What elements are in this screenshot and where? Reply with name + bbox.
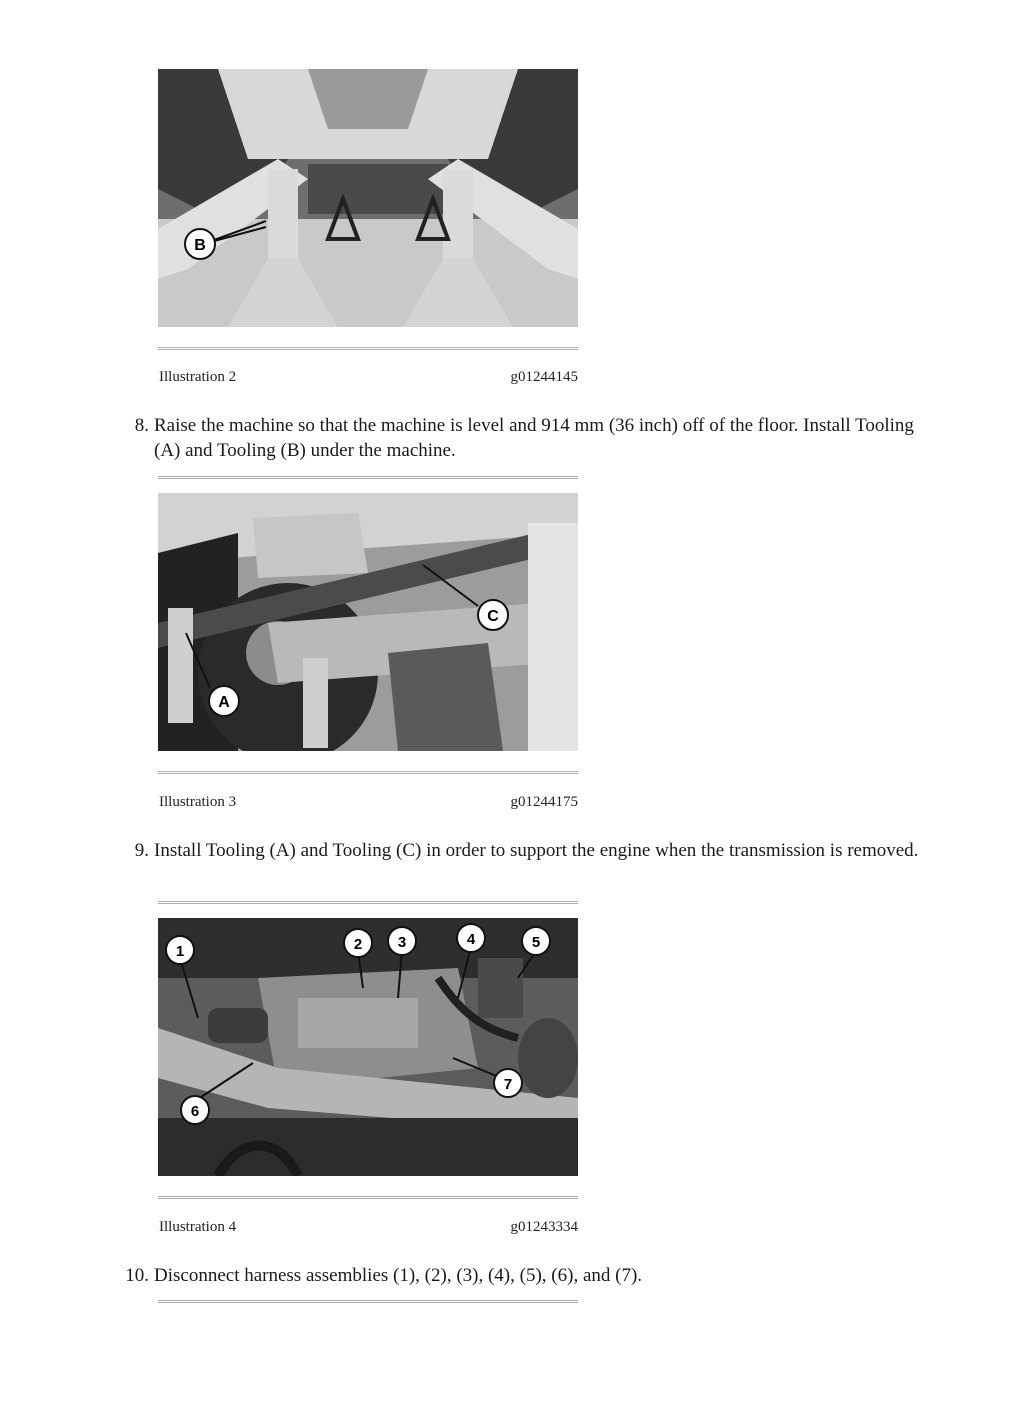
- svg-text:A: A: [218, 694, 230, 711]
- step-9: [116, 838, 926, 890]
- callout-a: [209, 686, 239, 716]
- callout-3: [388, 927, 416, 955]
- svg-text:1: 1: [175, 943, 185, 960]
- step-text: Raise the machine so that the machine is level and 914 mm (36 inch) off of the floor. Install Tooling (A) and Tooling (B) under the machine.: [154, 415, 914, 461]
- callout-5: [522, 927, 550, 955]
- callout-b: [185, 229, 215, 259]
- figure-code: g01243334: [510, 1219, 578, 1235]
- figure-caption: Illustration 4: [159, 1219, 237, 1235]
- svg-text:5: 5: [531, 934, 541, 951]
- svg-text:C: C: [487, 608, 499, 625]
- step-number: 8.: [134, 415, 149, 436]
- figure-caption: Illustration 3: [159, 794, 237, 810]
- step-10: [116, 1263, 926, 1289]
- figure-divider: [158, 1196, 578, 1199]
- step-number: 10.: [125, 1265, 149, 1286]
- svg-text:7: 7: [503, 1076, 513, 1093]
- callout-2: [344, 929, 372, 957]
- figure-divider: [158, 347, 578, 350]
- figure-code: g01244145: [510, 369, 578, 385]
- figure-divider: [158, 1300, 578, 1303]
- callout-7: [494, 1069, 522, 1097]
- figure-caption: Illustration 2: [159, 369, 237, 385]
- svg-text:4: 4: [466, 931, 476, 948]
- callout-6: [181, 1096, 209, 1124]
- callout-4: [457, 924, 485, 952]
- figure-divider: [158, 771, 578, 774]
- figure-divider: [158, 476, 578, 479]
- callout-1: [166, 936, 194, 964]
- step-8: [116, 413, 926, 465]
- figure-divider: [158, 901, 578, 904]
- callout-c: [478, 600, 508, 630]
- step-number: 9.: [134, 840, 149, 861]
- svg-text:6: 6: [190, 1103, 200, 1120]
- step-text: Install Tooling (A) and Tooling (C) in order to support the engine when the transmission is removed.: [154, 840, 919, 861]
- step-text: Disconnect harness assemblies (1), (2), (3), (4), (5), (6), and (7).: [154, 1265, 643, 1286]
- svg-text:B: B: [194, 237, 206, 254]
- svg-text:2: 2: [353, 936, 363, 953]
- svg-text:3: 3: [397, 934, 407, 951]
- figure-code: g01244175: [510, 794, 578, 810]
